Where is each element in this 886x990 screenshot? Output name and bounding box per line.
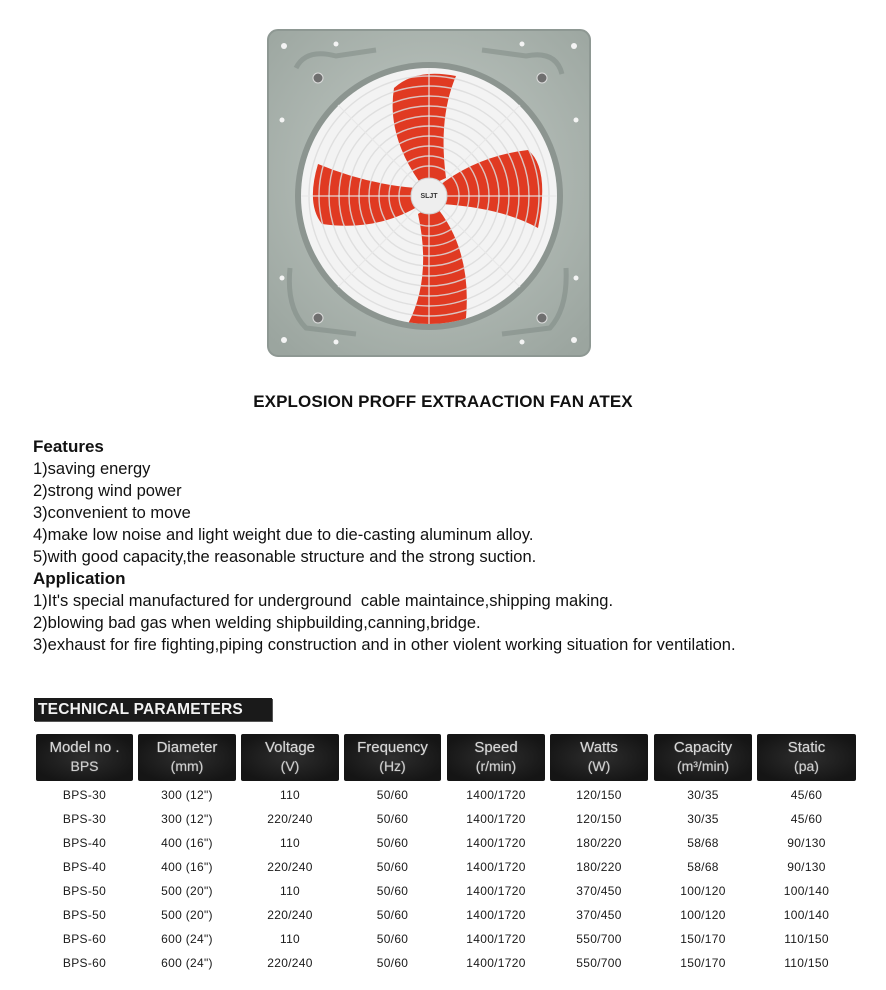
cell-speed: 1400/1720 [466,908,526,922]
column-header-unit: (m³/min) [676,758,730,774]
column-header-label: Speed [474,739,518,756]
cell-diameter: 600 (24") [161,932,213,946]
cell-static: 110/150 [784,956,829,970]
product-image [266,28,592,358]
feature-item: 4)make low noise and light weight due to die-casting aluminum alloy. [33,526,534,544]
column-header-unit: BPS [70,758,99,774]
cell-capacity: 30/35 [687,788,719,802]
cell-static: 45/60 [790,812,823,826]
features-section [33,436,536,568]
column-header-speed [447,734,545,781]
column-header-label: Diameter [156,739,218,756]
cell-capacity: 150/170 [680,956,726,970]
cell-diameter: 500 (20") [161,908,213,922]
column-header-label: Watts [580,739,618,756]
hub-logo: SLJT [420,193,438,200]
column-header-unit: (mm) [170,758,204,774]
cell-voltage: 110 [279,788,301,802]
column-header-label: Static [787,739,826,756]
cell-watts: 120/150 [576,788,622,802]
cell-model: BPS-50 [62,884,107,898]
application-heading: Application [33,569,126,588]
column-header-model [36,734,133,781]
product-title: EXPLOSION PROFF EXTRAACTION FAN ATEX [253,392,633,411]
cell-static: 100/140 [783,884,830,898]
cell-static: 100/140 [783,908,830,922]
feature-item: 2)strong wind power [33,482,182,500]
technical-parameters-banner: TECHNICAL PARAMETERS [34,698,272,721]
column-header-label: Voltage [264,739,316,756]
cell-model: BPS-60 [62,932,107,946]
application-item: 3)exhaust for fire fighting,piping construction and in other violent working situation for ventilation. [33,636,736,654]
cell-static: 110/150 [784,932,829,946]
cell-diameter: 300 (12") [161,812,213,826]
cell-speed: 1400/1720 [466,788,526,802]
column-header-unit: (Hz) [379,758,406,774]
cell-diameter: 300 (12") [161,788,213,802]
column-header-watts [550,734,648,781]
cell-voltage: 220/240 [267,908,313,922]
cell-diameter: 400 (16") [161,836,213,850]
cell-frequency: 50/60 [376,932,409,946]
cell-voltage: 110 [279,884,301,898]
cell-voltage: 220/240 [267,812,313,826]
cell-speed: 1400/1720 [466,812,526,826]
cell-frequency: 50/60 [376,956,409,970]
column-header-voltage [241,734,339,781]
cell-voltage: 110 [279,932,301,946]
cell-voltage: 110 [279,836,301,850]
cell-speed: 1400/1720 [466,836,526,850]
cell-model: BPS-40 [62,836,107,850]
feature-item: 3)convenient to move [33,504,191,522]
features-heading: Features [33,437,104,456]
cell-frequency: 50/60 [376,908,409,922]
cell-speed: 1400/1720 [466,932,526,946]
cell-watts: 550/700 [576,932,622,946]
application-item: 2)blowing bad gas when welding shipbuilding,canning,bridge. [33,614,481,632]
cell-capacity: 30/35 [687,812,719,826]
application-item: 1)It's special manufactured for underground cable maintaince,shipping making. [33,592,614,610]
cell-frequency: 50/60 [376,788,409,802]
column-header-diameter [138,734,236,781]
column-header-static [757,734,856,781]
cell-voltage: 220/240 [267,956,313,970]
cell-capacity: 100/120 [680,884,726,898]
cell-capacity: 150/170 [680,932,726,946]
cell-static: 90/130 [787,836,826,850]
cell-capacity: 100/120 [680,908,726,922]
cell-model: BPS-50 [62,908,107,922]
cell-watts: 550/700 [576,956,622,970]
cell-model: BPS-40 [62,860,107,874]
cell-diameter: 500 (20") [161,884,213,898]
cell-frequency: 50/60 [376,836,409,850]
column-header-unit: (V) [280,758,300,774]
cell-model: BPS-60 [62,956,107,970]
cell-speed: 1400/1720 [466,860,526,874]
column-header-label: Capacity [673,739,733,756]
column-header-unit: (pa) [794,758,819,774]
cell-watts: 180/220 [576,860,622,874]
column-header-label: Frequency [357,739,428,756]
column-header-unit: (W) [587,758,611,774]
cell-diameter: 400 (16") [161,860,213,874]
cell-voltage: 220/240 [267,860,313,874]
application-section [33,568,736,656]
cell-watts: 180/220 [576,836,622,850]
column-header-unit: (r/min) [475,758,517,774]
column-header-label: Model no . [49,739,120,756]
cell-static: 90/130 [787,860,826,874]
cell-watts: 370/450 [576,908,622,922]
cell-watts: 120/150 [576,812,622,826]
cell-watts: 370/450 [576,884,622,898]
cell-speed: 1400/1720 [466,956,526,970]
feature-item: 5)with good capacity,the reasonable structure and the strong suction. [33,548,537,566]
cell-frequency: 50/60 [376,884,409,898]
cell-static: 45/60 [790,788,823,802]
column-header-capacity [654,734,752,781]
cell-frequency: 50/60 [376,860,409,874]
cell-frequency: 50/60 [376,812,409,826]
cell-capacity: 58/68 [687,836,719,850]
cell-speed: 1400/1720 [466,884,526,898]
cell-diameter: 600 (24") [161,956,213,970]
exhaust-fan-icon [266,28,592,358]
feature-item: 1)saving energy [33,460,151,478]
cell-model: BPS-30 [62,812,107,826]
column-header-frequency [344,734,441,781]
cell-model: BPS-30 [62,788,107,802]
cell-capacity: 58/68 [687,860,719,874]
